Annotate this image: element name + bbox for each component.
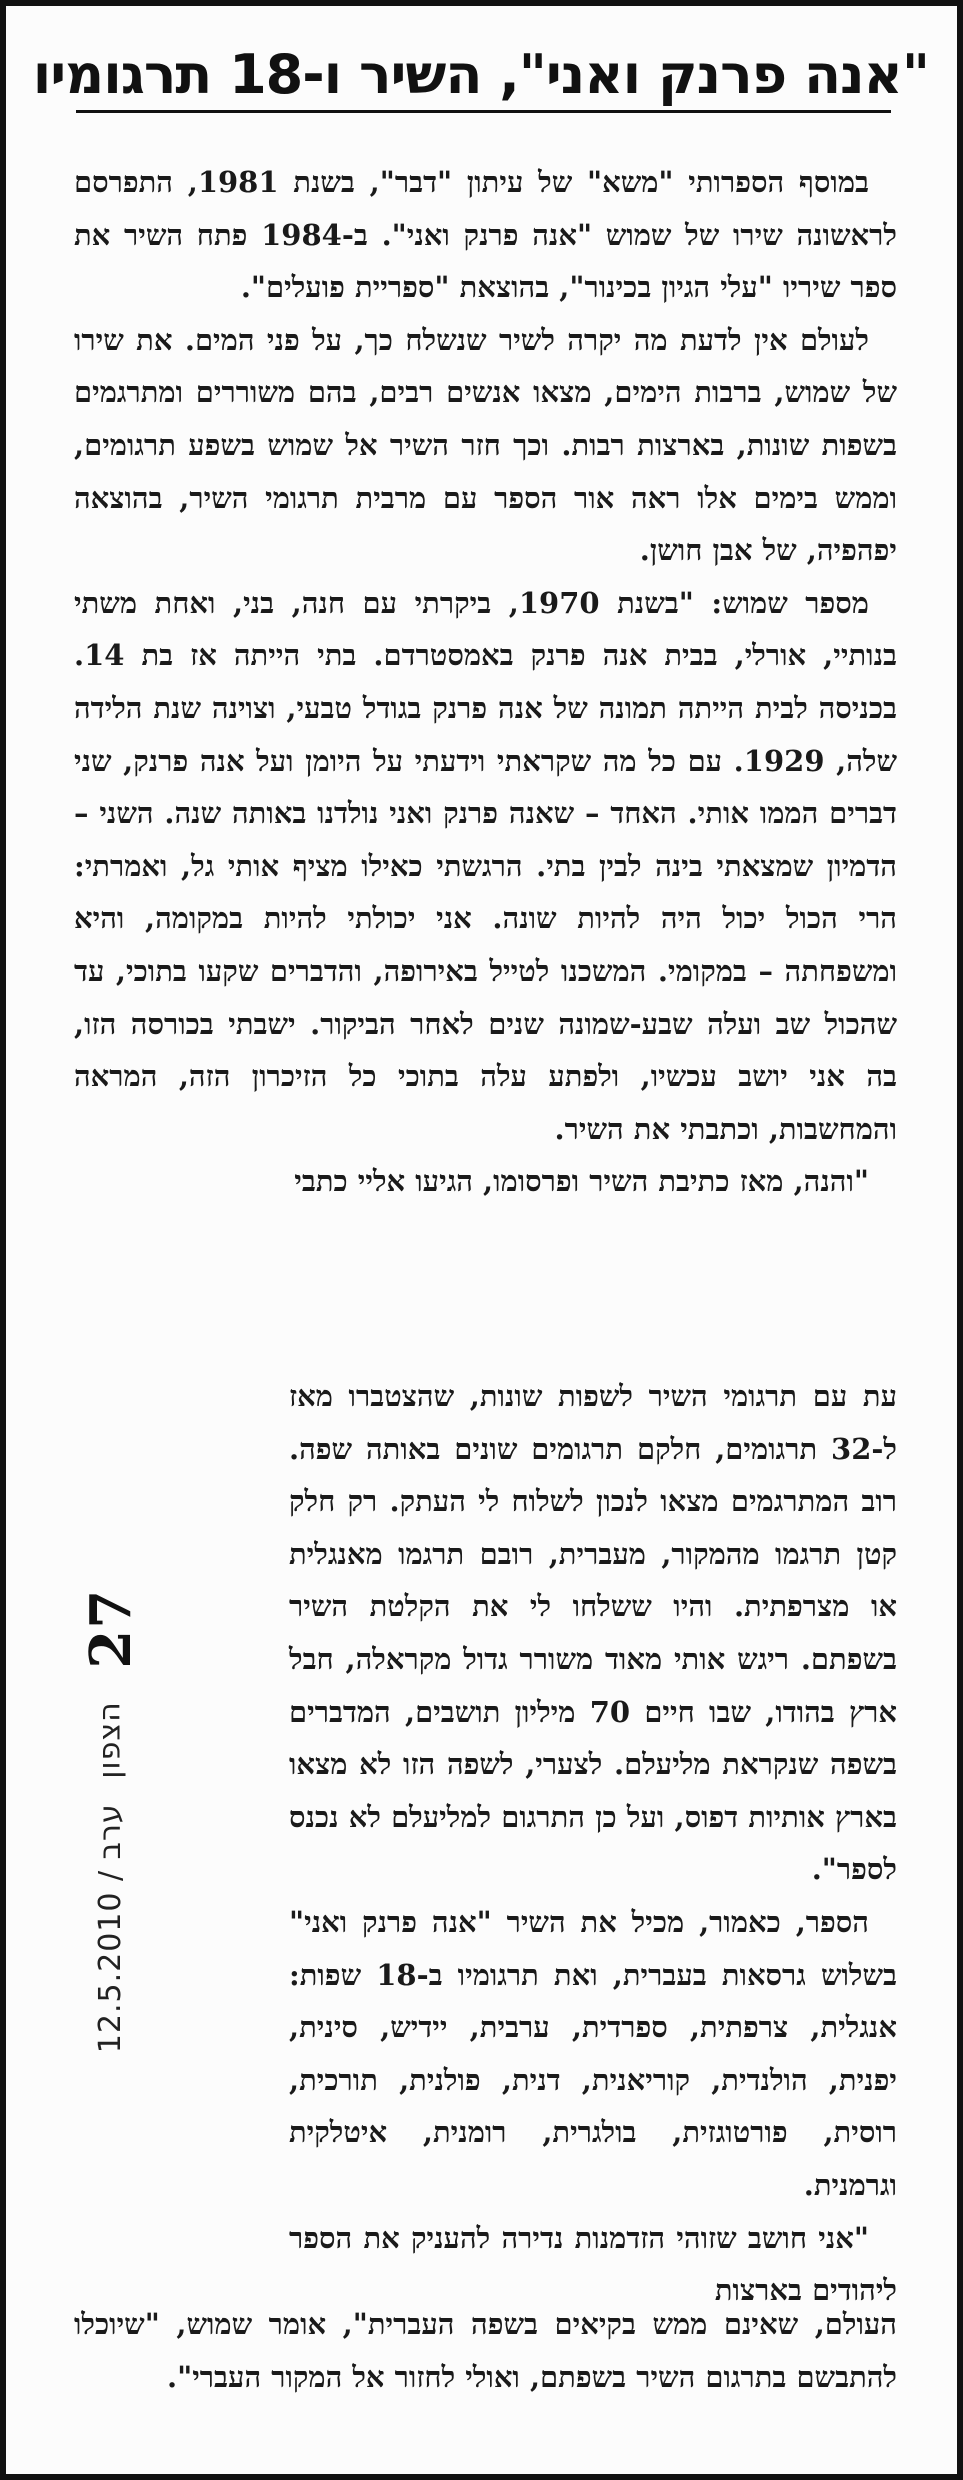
article-body-full-width <box>74 156 897 1208</box>
paragraph-6-end: העולם, שאינם ממש בקיאים בשפה העברית", אומר שמוש, "שיוכלו להתבשם בתרגום השיר בשפתם, ואולי לחזור אל המקור העברי". <box>74 2307 897 2394</box>
newspaper-name: הצפון <box>92 1701 128 1779</box>
paragraph-4-cont: עת עם תרגומי השיר לשפות שונות, שהצטברו מאז ל-32 תרגומים, חלקם תרגומים שונים באותה שפה. רוב המתרגמים מצאו לנכון לשלוח לי העתק. רק חלק קטן תרגמו מהמקור, מעברית, רובם תרגמו מאנגלית או מצרפתית. והיו ששלחו לי את הקלטת השיר בשפתם. ריגש אותי מאוד משורר גדול מקראלה, חבל ארץ בהודו, שבו חיים 70 מיליון תושבים, המדברים בשפה שנקראת מליעלם. לצערי, לשפה הזו לא מצאו בארץ אותיות דפוס, ועל כן התרגום למליעלם לא נכנס לספר". <box>289 1379 898 1887</box>
issue-date: ערב / 12.5.2010 <box>92 1803 128 2054</box>
paragraph-5: הספר, כאמור, מכיל את השיר "אנה פרנק ואני" בשלוש גרסאות בעברית, ואת תרגומיו ב-18 שפות: אנגלית, צרפתית, ספרדית, ערבית, יידיש, סינית, יפנית, הולנדית, קוריאנית, דנית, פולנית, תורכית, רוסית, פורטוגזית, בולגרית, רומנית, איטלקית וגרמנית. <box>289 1904 897 2202</box>
paragraph-2: לעולם אין לדעת מה יקרה לשיר שנשלח כך, על פני המים. את שירו של שמוש, ברבות הימים, מצאו אנשים רבים, בהם משוררים ומתרגמים בשפות שונות, בארצות רבות. וכך חזר השיר אל שמוש בשפע תרגומים, וממש בימים אלו ראה אור הספר עם מרבית תרגומי השיר, בהוצאה יפהפיה, של אבן חושן. <box>74 322 897 568</box>
paragraph-6-start: "אני חושב שזוהי הזדמנות נדירה להעניק את הספר ליהודים בארצות <box>289 2220 897 2308</box>
paragraph-4-start: "והנה, מאז כתיבת השיר ופרסומו, הגיעו אליי כתבי <box>294 1164 869 1199</box>
article-body-tail <box>74 2298 897 2403</box>
paragraph-1: במוסף הספרותי "משא" של עיתון "דבר", בשנת 1981, התפרסם לראשונה שירו של שמוש "אנה פרנק ואני". ב-1984 פתח השיר את ספר שיריו "עלי הגיון בכינור", בהוצאת "ספריית פועלים". <box>74 165 897 305</box>
article-body-narrow-column <box>289 1370 897 2317</box>
publication-credit <box>78 1589 144 2053</box>
headline-underline <box>76 110 891 113</box>
page-number: 27 <box>78 1588 144 1669</box>
paragraph-3: מספר שמוש: "בשנת 1970, ביקרתי עם חנה, בני, ואחת משתי בנותיי, אורלי, בבית אנה פרנק באמסטרדם. בתי הייתה אז בת 14. בכניסה לבית הייתה תמונה של אנה פרנק בגודל טבעי, וצוינה שנת הלידה שלה, 1929. עם כל מה שקראתי וידעתי על היומן ועל אנה פרנק, שני דברים הממו אותי. האחד – שאנה פרנק ואני נולדנו באותה שנה. השני – הדמיון שמצאתי בינה לבין בתי. הרגשתי כאילו מציף אותי גל, ואמרתי: הרי הכול יכול היה להיות שונה. אני יכולתי להיות במקומה, והיא ומשפחתה – במקומי. המשכנו לטייל באירופה, והדברים שקעו בתוכי, עד שהכול שב ועלה שבע-שמונה שנים לאחר הביקור. ישבתי בכורסה הזו, בה אני יושב עכשיו, ולפתע עלה בתוכי כל הזיכרון הזה, המראה והמחשבות, וכתבתי את השיר. <box>74 585 897 1146</box>
publication-sidebar <box>66 1581 156 2061</box>
article-headline: "אנה פרנק ואני", השיר ו-18 תרגומיו <box>32 43 929 106</box>
